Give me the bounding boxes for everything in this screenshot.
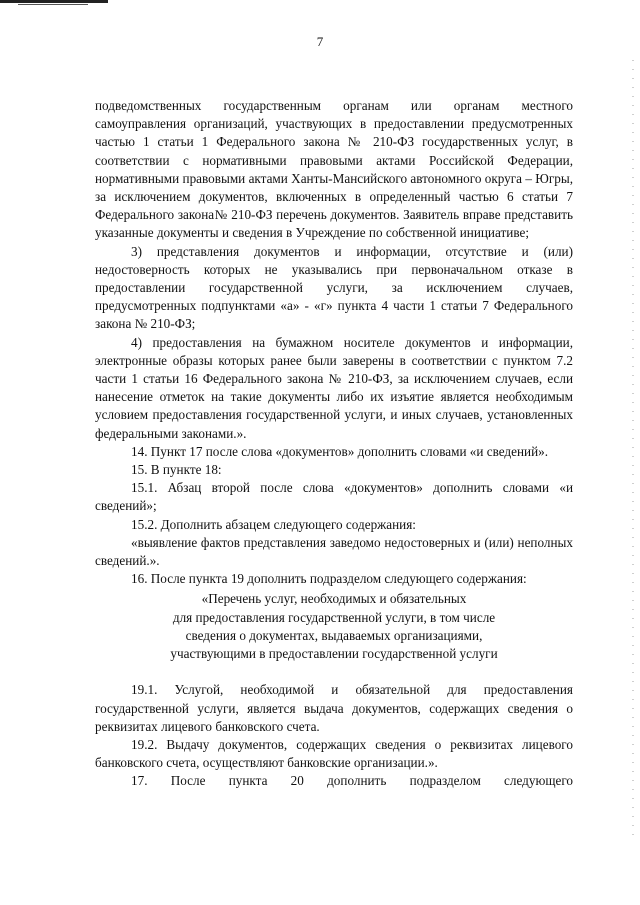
heading-line: сведения о документах, выдаваемых организациями,	[185, 627, 483, 643]
paragraph-point-16: 16. После пункта 19 дополнить подразделом следующего содержания:	[131, 571, 527, 587]
paragraph-point-15: 15. В пункте 18:	[131, 462, 222, 478]
page-number: 7	[316, 34, 324, 49]
paragraph-point-14: 14. Пункт 17 после слова «документов» дополнить словами «и сведений».	[131, 443, 549, 459]
paragraph-point-15-2: 15.2. Дополнить абзацем следующего содержания:	[131, 516, 416, 532]
paragraph-point-19-2: 19.2. Выдачу документов, содержащих сведения о реквизитах лицевого банковского счета, осуществляют банковские организации.».	[95, 736, 573, 771]
scan-artifact-line	[0, 0, 108, 3]
scan-artifact-line-2	[18, 4, 88, 5]
paragraph-continuation: подведомственных государственным органам или органам местного самоуправления организаций, участвующих в предоставлении предусмотренных частью 1 статьи 1 Федерального закона № 210-ФЗ государственных услуг, в соответствии с нормативными правовыми актами Российской Федерации, нормативными правовыми актами Ханты-Мансийского автономного округа – Югры, за исключением документов, включенных в определенный частью 6 статьи 7 Федерального закона№ 210-ФЗ перечень документов. Заявитель вправе представить указанные документы и сведения в Учреждение по собственной инициативе;	[95, 98, 573, 241]
paragraph-quote-false-info: «выявление фактов представления заведомо недостоверных и (или) неполных сведений.».	[95, 534, 573, 569]
paragraph-point-19-1: 19.1. Услугой, необходимой и обязательной для предоставления государственной услуги, является выдача документов, содержащих сведения о реквизитах лицевого банковского счета.	[95, 682, 573, 734]
document-body	[95, 97, 573, 791]
paragraph-point-17: 17. После пункта 20 дополнить подразделом следующего	[131, 773, 573, 789]
spacer	[95, 663, 573, 681]
subsection-heading	[95, 590, 573, 663]
paragraph-item-4: 4) предоставления на бумажном носителе документов и информации, электронные образы которых ранее были заверены в соответствии с пунктом 7.2 части 1 статьи 16 Федерального закона № 210-ФЗ, за исключением случаев, если нанесение отметок на такие документы либо их изъятие является необходимым условием предоставления государственной услуги, и иных случаев, установленных федеральными законами.».	[95, 334, 573, 441]
heading-line: «Перечень услуг, необходимых и обязательных	[201, 591, 467, 607]
heading-line: для предоставления государственной услуги, в том числе	[172, 609, 496, 625]
heading-line: участвующими в предоставлении государственной услуги	[170, 646, 498, 662]
paragraph-item-3: 3) представления документов и информации, отсутствие и (или) недостоверность которых не указывались при первоначальном отказе в предоставлении государственной услуги, за исключением случаев, предусмотренных подпунктами «а» - «г» пункта 4 части 1 статьи 7 Федерального закона № 210-ФЗ;	[95, 243, 573, 332]
paragraph-point-15-1: 15.1. Абзац второй после слова «документов» дополнить словами «и сведений»;	[95, 480, 573, 514]
scan-edge-dots	[632, 60, 634, 840]
